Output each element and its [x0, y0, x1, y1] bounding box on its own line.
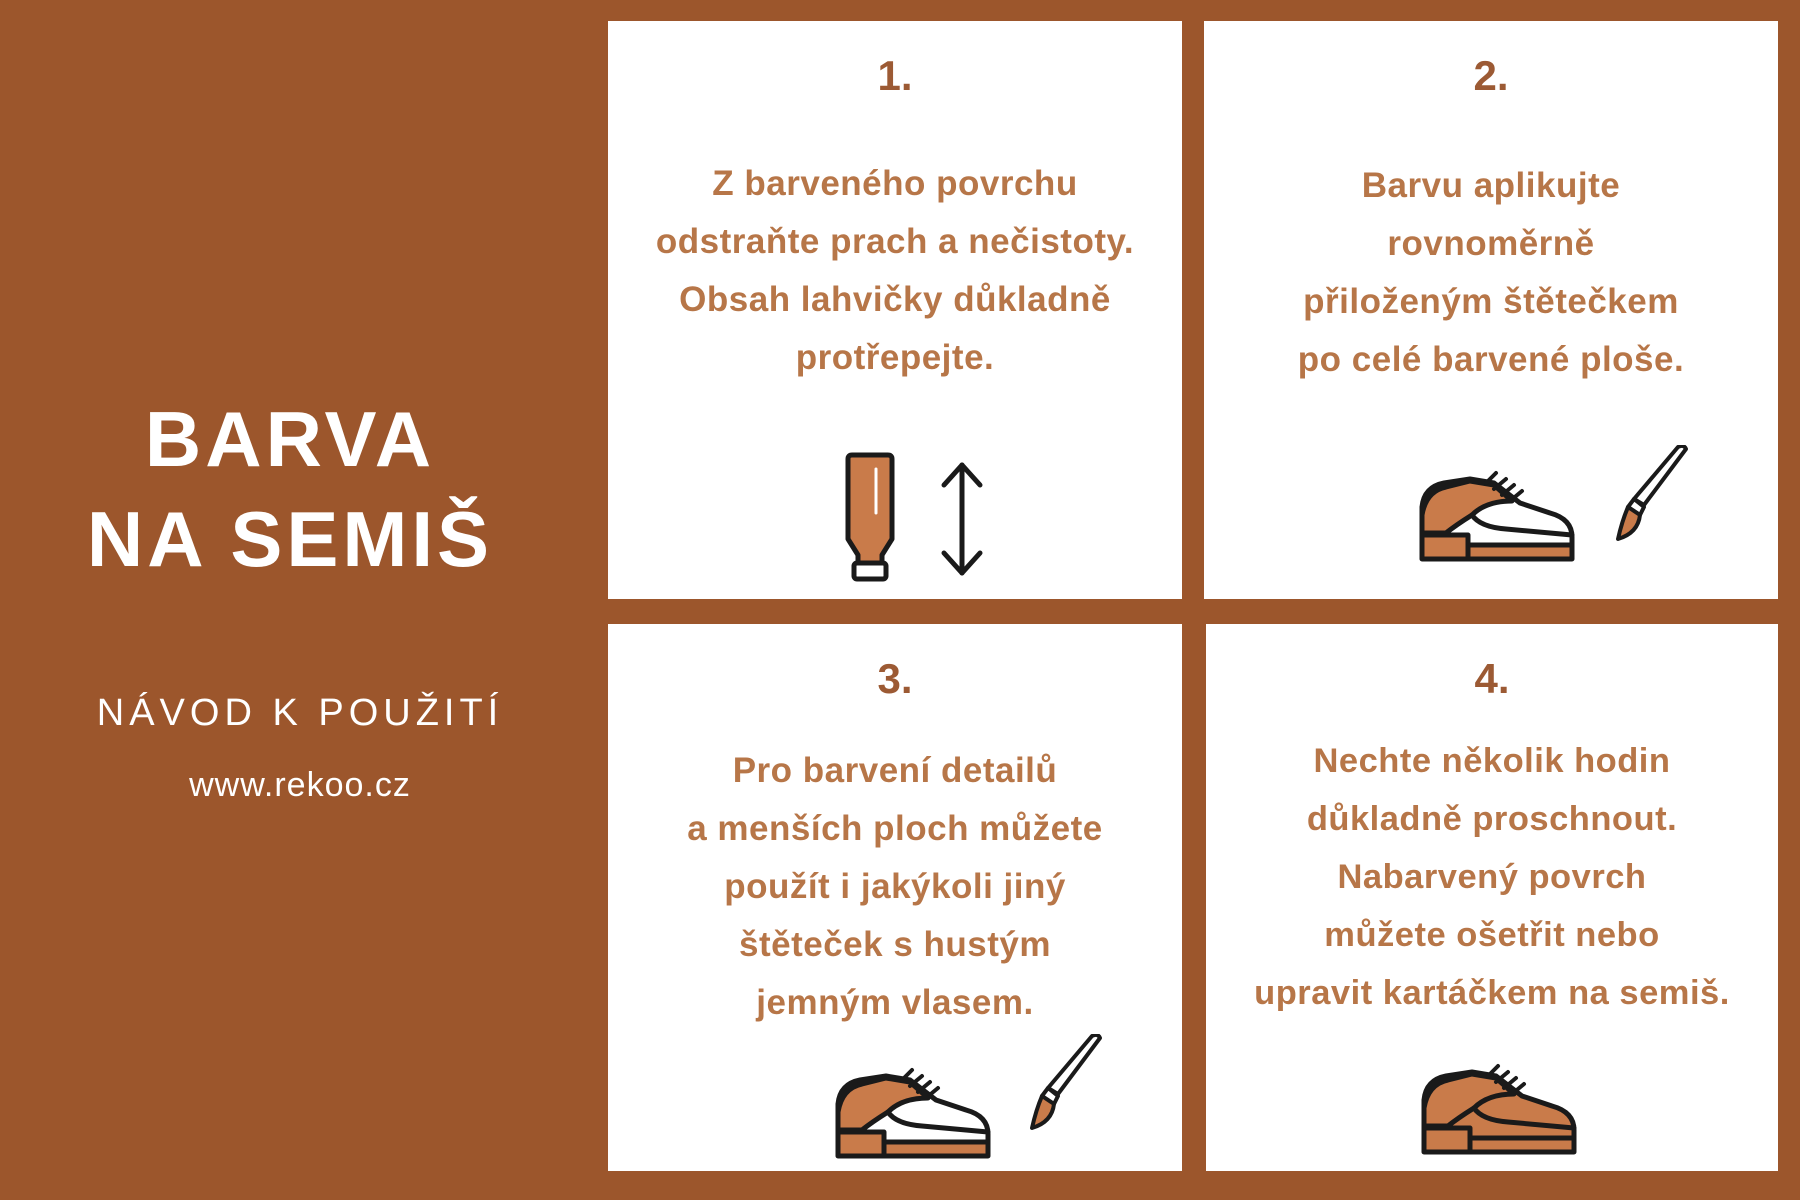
step-text-line: upravit kartáčkem na semiš. — [1254, 974, 1730, 1012]
step-text-line: protřepejte. — [795, 338, 995, 377]
step-card-2 — [1204, 21, 1778, 599]
step-text-line: a menších ploch můžete — [687, 809, 1103, 848]
colored-shoe-icon — [1418, 1054, 1584, 1160]
step-text-line: Nabarvený povrch — [1337, 858, 1647, 896]
title-panel — [0, 0, 600, 1200]
half-colored-shoe-icon — [832, 1058, 998, 1164]
step-description — [608, 155, 1182, 387]
paintbrush-icon — [1614, 445, 1694, 545]
step-text-line: přiloženým štětečkem — [1303, 282, 1679, 321]
step-number: 3. — [877, 655, 913, 702]
step-text-line: Nechte několik hodin — [1313, 742, 1671, 780]
step-text-line: Obsah lahvičky důkladně — [679, 280, 1111, 319]
step-text-line: můžete ošetřit nebo — [1324, 916, 1660, 954]
step-number: 1. — [877, 52, 913, 99]
step-text-line: štěteček s hustým — [739, 925, 1051, 964]
step-number: 2. — [1473, 52, 1509, 99]
step-text-line: Barvu aplikujte — [1361, 166, 1621, 205]
subtitle: NÁVOD K POUŽITÍ — [96, 692, 504, 734]
step-text-line: důkladně proschnout. — [1306, 800, 1678, 838]
step-card-3 — [608, 624, 1182, 1171]
website-url: www.rekoo.cz — [189, 766, 411, 804]
step-card-1 — [608, 21, 1182, 599]
step-text-line: použít i jakýkoli jiný — [724, 867, 1066, 906]
step-text-line: jemným vlasem. — [756, 983, 1034, 1022]
step-card-4 — [1206, 624, 1778, 1171]
step-description — [1206, 732, 1778, 1022]
step-description — [1204, 157, 1778, 389]
step-text-line: odstraňte prach a nečistoty. — [655, 222, 1135, 261]
step-text-line: Z barveného povrchu — [712, 164, 1078, 203]
step-number: 4. — [1474, 655, 1510, 702]
step-text-line: rovnoměrně — [1387, 224, 1595, 263]
step-text-line: Pro barvení detailů — [732, 751, 1058, 790]
main-title-line-1: BARVA — [144, 395, 436, 483]
step-description — [608, 742, 1182, 1032]
up-down-arrow-icon — [940, 459, 984, 579]
bottle-icon — [838, 451, 902, 591]
paintbrush-icon — [1028, 1034, 1108, 1134]
step-text-line: po celé barvené ploše. — [1297, 340, 1685, 379]
half-colored-shoe-icon — [1416, 461, 1582, 567]
main-title-line-2: NA SEMIŠ — [86, 495, 494, 583]
